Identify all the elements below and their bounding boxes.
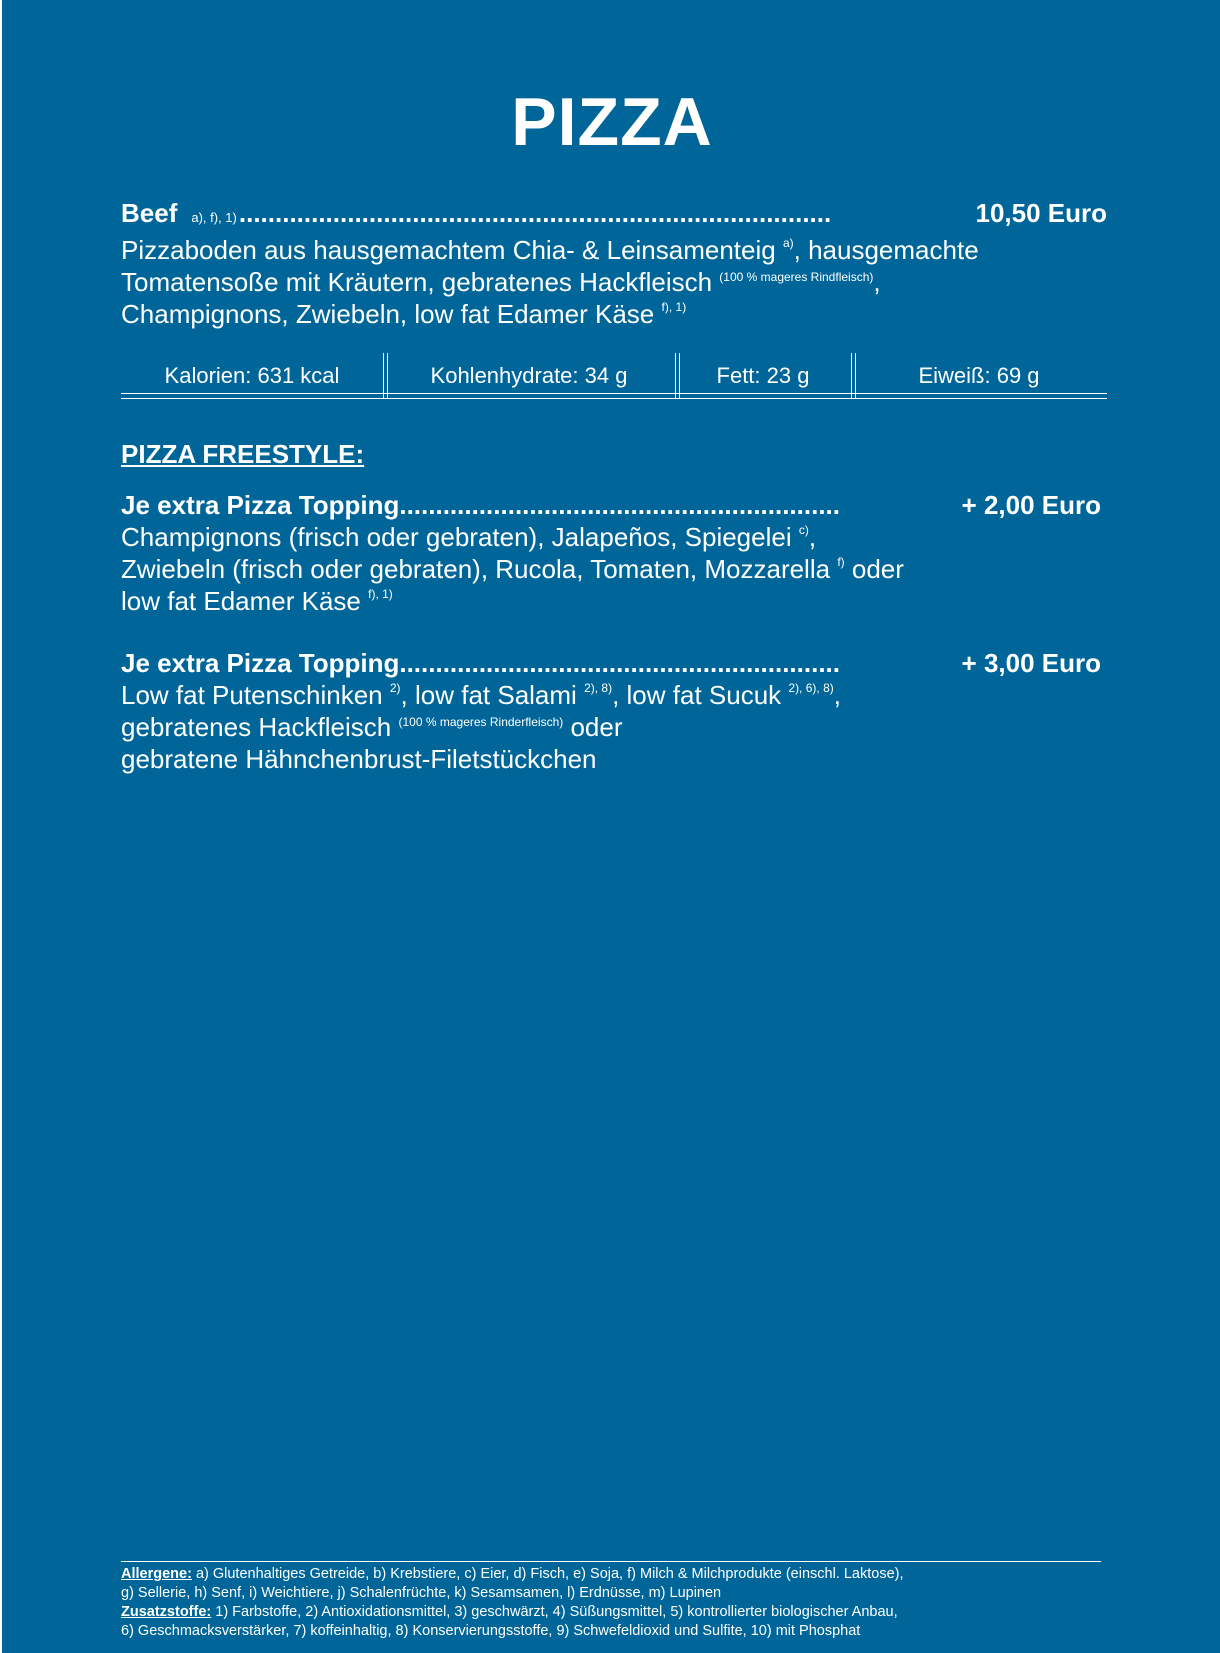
zusatzstoffe-line: Zusatzstoffe: 1) Farbstoffe, 2) Antioxidationsmittel, 3) geschwärzt, 4) Süßungsmittel, 5) kontrollierter biologischer Anbau, bbox=[121, 1604, 898, 1620]
item-name: Je extra Pizza Topping bbox=[121, 648, 400, 678]
description-line: Tomatensoße mit Kräutern, gebratenes Hackfleisch $^{(100 \% mageres Rindfleisch)}$, bbox=[121, 267, 881, 297]
item-dot-leader: .................................................................................. bbox=[238, 198, 832, 228]
freestyle-heading: PIZZA FREESTYLE: bbox=[121, 439, 365, 469]
item-dot-leader: ............................................................. bbox=[399, 648, 841, 678]
description-line: Champignons, Zwiebeln, low fat Edamer Käse $^{f), 1)}$ bbox=[121, 299, 687, 329]
nutrition-table bbox=[121, 353, 1107, 399]
item-description bbox=[121, 234, 1107, 330]
footer-divider bbox=[121, 1561, 1101, 1562]
description-line: gebratenes Hackfleisch $^{(100 \% mageres Rinderfleisch)}$ oder bbox=[121, 712, 623, 742]
item-header bbox=[121, 197, 1107, 234]
nutrition-carbs: Kohlenhydrate: 34 g bbox=[383, 353, 675, 399]
description-line: low fat Edamer Käse $^{f), 1)}$ bbox=[121, 586, 393, 616]
item-price: + 2,00 Euro bbox=[961, 490, 1101, 520]
menu-item-topping-3-euro bbox=[121, 647, 1101, 775]
allergene-line-2: g) Sellerie, h) Senf, i) Weichtiere, j) Schalenfrüchte, k) Sesamsamen, l) Erdnüsse, m) Lupinen bbox=[121, 1585, 722, 1601]
page-title: PIZZA bbox=[511, 84, 713, 160]
item-name: Beef bbox=[121, 198, 178, 228]
description-line: gebratene Hähnchenbrust-Filetstückchen bbox=[121, 744, 597, 774]
item-price: 10,50 Euro bbox=[975, 198, 1107, 228]
allergene-line: Allergene: a) Glutenhaltiges Getreide, b) Krebstiere, c) Eier, d) Fisch, e) Soja, f) Milch & Milchprodukte (einschl. Laktose), bbox=[121, 1566, 904, 1582]
item-header bbox=[121, 489, 1101, 521]
zusatzstoffe-line-2: 6) Geschmacksverstärker, 7) koffeinhaltig, 8) Konservierungsstoffe, 9) Schwefeldioxid und Sulfite, 10) mit Phosphat bbox=[121, 1623, 861, 1639]
menu-item-topping-2-euro bbox=[121, 489, 1101, 617]
item-price: + 3,00 Euro bbox=[961, 648, 1101, 678]
footer-legend bbox=[121, 1565, 1111, 1641]
nutrition-fat: Fett: 23 g bbox=[675, 353, 851, 399]
description-line: Low fat Putenschinken $^{2)}$, low fat Salami $^{2), 8)}$, low fat Sucuk $^{2), 6), 8)}$, bbox=[121, 680, 841, 710]
description-line: Pizzaboden aus hausgemachtem Chia- & Leinsamenteig $^{a)}$, hausgemachte bbox=[121, 235, 979, 265]
description-line: Champignons (frisch oder gebraten), Jalapeños, Spiegelei $^{c)}$, bbox=[121, 522, 817, 552]
item-allergen-codes: a), f), 1) bbox=[191, 210, 237, 225]
item-description bbox=[121, 679, 1101, 775]
item-dot-leader: ............................................................. bbox=[399, 490, 841, 520]
item-name: Je extra Pizza Topping bbox=[121, 490, 400, 520]
nutrition-calories: Kalorien: 631 kcal bbox=[164, 363, 340, 388]
menu-item-beef bbox=[121, 197, 1107, 330]
item-header bbox=[121, 647, 1101, 679]
nutrition-protein: Eiweiß: 69 g bbox=[851, 353, 1107, 399]
description-line: Zwiebeln (frisch oder gebraten), Rucola, Tomaten, Mozzarella $^{f)}$ oder bbox=[121, 554, 904, 584]
item-description bbox=[121, 521, 1101, 617]
